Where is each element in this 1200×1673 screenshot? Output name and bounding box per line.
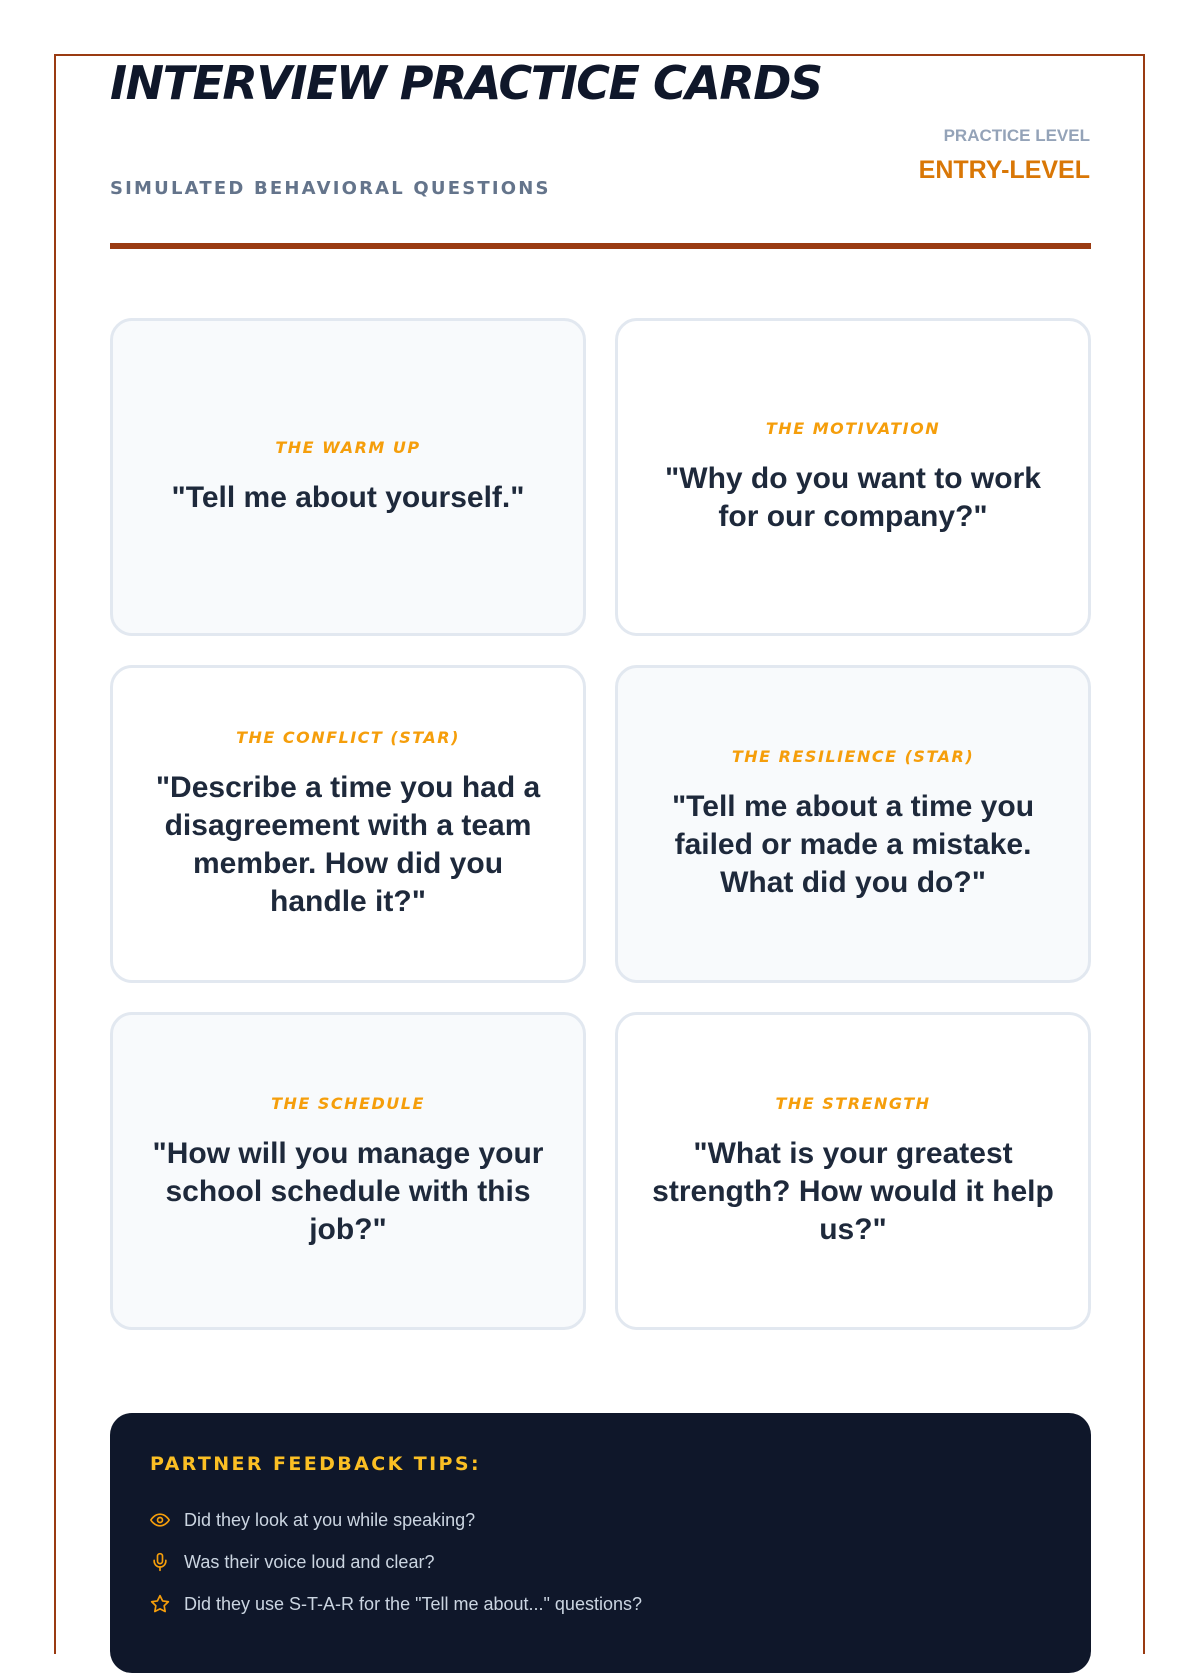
question-cards-grid [110, 318, 1091, 1330]
question-card [615, 665, 1091, 983]
card-question: "Describe a time you had a disagreement with a team member. How did you handle it?" [155, 770, 541, 918]
header-divider [110, 243, 1091, 249]
tip-item [150, 1541, 1051, 1583]
question-card [110, 318, 586, 636]
question-card [615, 318, 1091, 636]
tip-text: Did they look at you while speaking? [184, 1509, 476, 1530]
eye-icon [150, 1510, 170, 1530]
feedback-tips-panel [110, 1413, 1091, 1673]
card-label: THE RESILIENCE (STAR) [731, 746, 975, 766]
tip-item [150, 1499, 1051, 1541]
page-title: INTERVIEW PRACTICE CARDS [110, 56, 822, 110]
card-label: THE CONFLICT (STAR) [236, 727, 460, 747]
header [110, 54, 1090, 199]
practice-level-label: PRACTICE LEVEL [943, 126, 1090, 145]
tip-text: Was their voice loud and clear? [184, 1551, 435, 1572]
practice-level-value: ENTRY-LEVEL [918, 156, 1090, 184]
question-card [110, 1012, 586, 1330]
card-question: "Why do you want to work for our company?" [665, 461, 1041, 533]
card-label: THE MOTIVATION [765, 418, 941, 438]
feedback-tips-title: PARTNER FEEDBACK TIPS: [150, 1453, 481, 1475]
card-question: "Tell me about a time you failed or made a mistake. What did you do?" [671, 789, 1035, 899]
card-label: THE SCHEDULE [271, 1093, 425, 1113]
tip-text: Did they use S-T-A-R for the "Tell me about..." questions? [184, 1593, 642, 1614]
question-card [110, 665, 586, 983]
microphone-icon [150, 1552, 170, 1572]
card-question: "How will you manage your school schedule with this job?" [152, 1136, 544, 1246]
card-label: THE STRENGTH [775, 1093, 931, 1113]
card-question: "Tell me about yourself." [171, 480, 525, 514]
tip-item [150, 1583, 1051, 1625]
page-subtitle: SIMULATED BEHAVIORAL QUESTIONS [110, 178, 551, 199]
question-card [615, 1012, 1091, 1330]
card-label: THE WARM UP [275, 437, 421, 457]
star-icon [150, 1594, 170, 1614]
card-question: "What is your greatest strength? How would it help us?" [652, 1136, 1054, 1246]
